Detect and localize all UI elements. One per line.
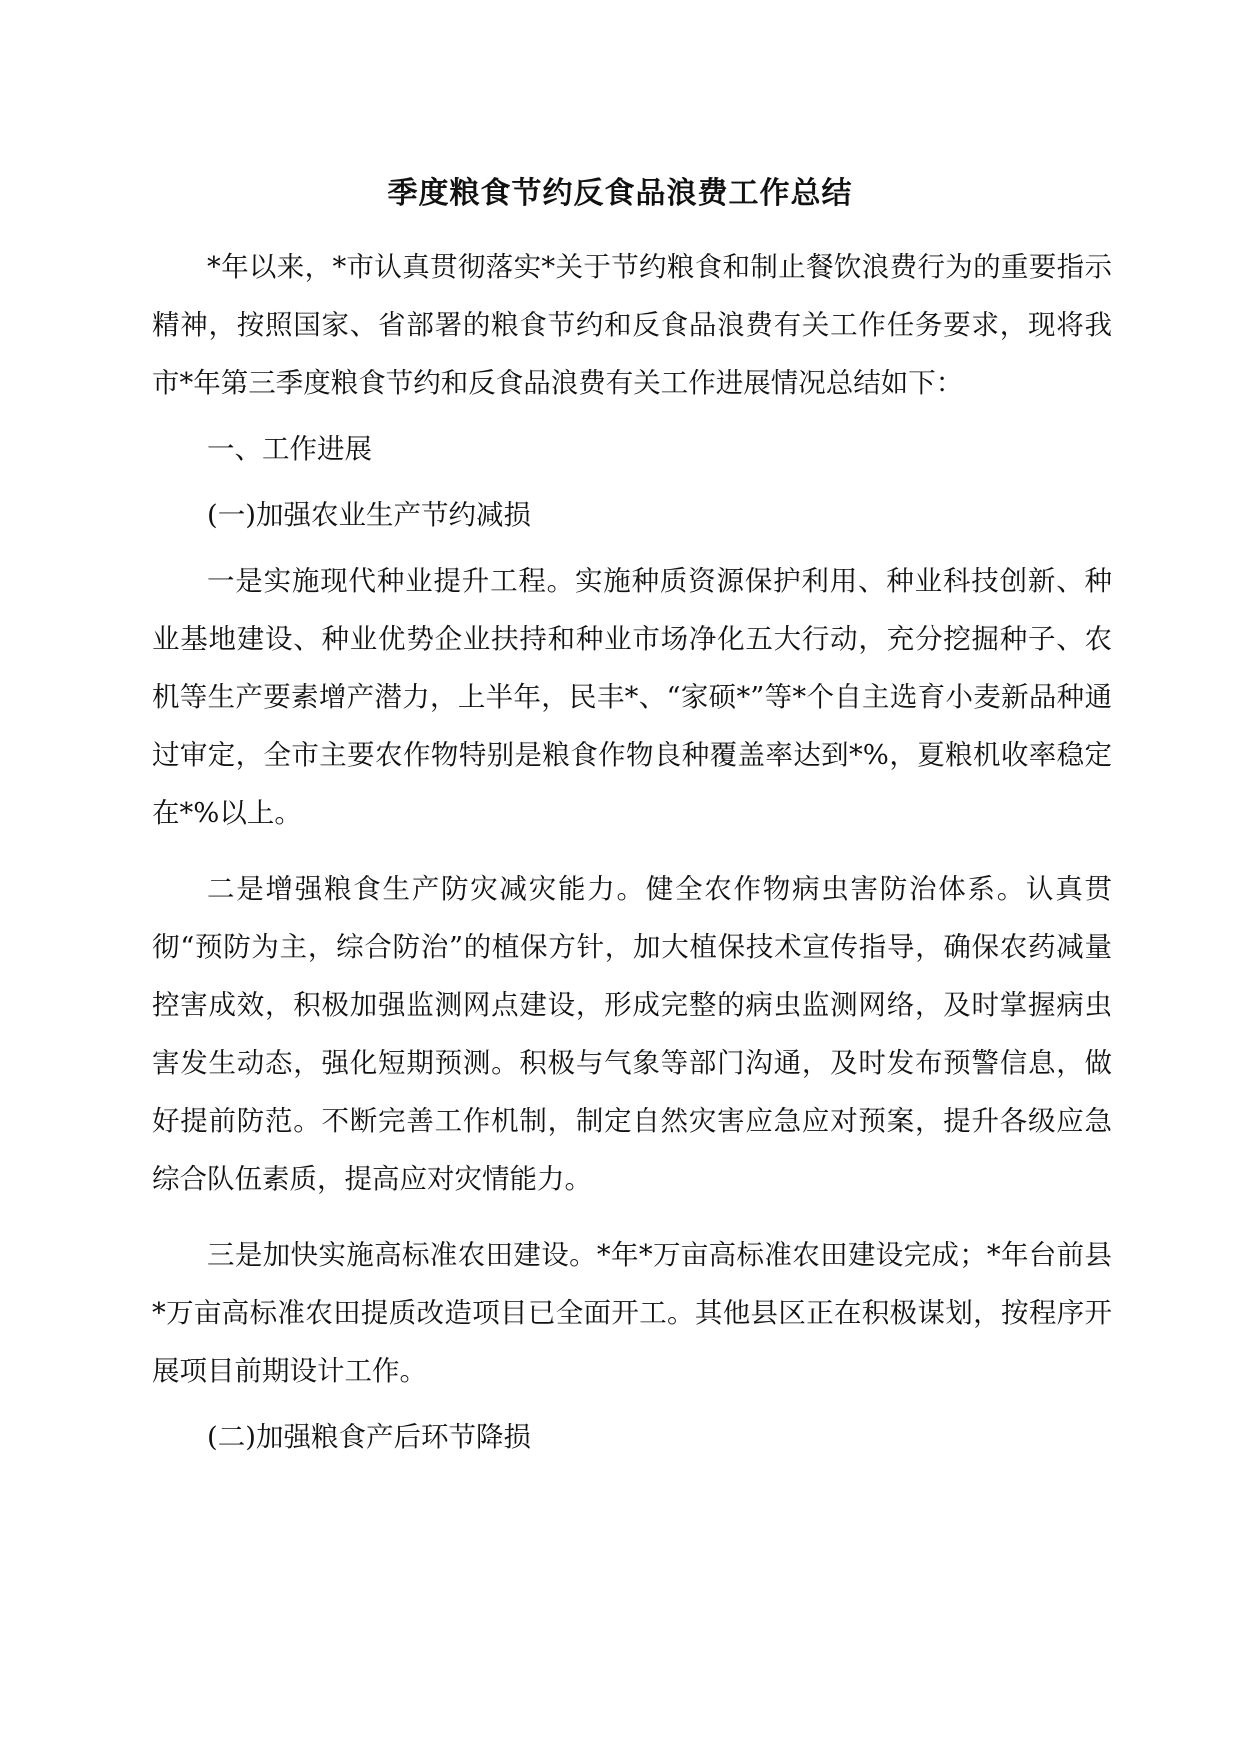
document-body bbox=[152, 238, 1112, 1466]
paragraph-seed-industry: 一是实施现代种业提升工程。实施种质资源保护利用、种业科技创新、种业基地建设、种业优势企业扶持和种业市场净化五大行动，充分挖掘种子、农机等生产要素增产潜力，上半年，民丰*、“家硕*”等*个自主选育小麦新品种通过审定，全市主要农作物特别是粮食作物良种覆盖率达到*%，夏粮机收率稳定在*%以上。 bbox=[152, 565, 1112, 829]
subsection-heading-1: (一)加强农业生产节约减损 bbox=[207, 499, 531, 531]
subsection-heading-2: (二)加强粮食产后环节降损 bbox=[207, 1421, 531, 1453]
document-title: 季度粮食节约反食品浪费工作总结 bbox=[387, 176, 853, 211]
paragraph-disaster-prevention: 二是增强粮食生产防灾减灾能力。健全农作物病虫害防治体系。认真贯彻“预防为主，综合防治”的植保方针，加大植保技术宣传指导，确保农药减量控害成效，积极加强监测网点建设，形成完整的病虫监测网络，及时掌握病虫害发生动态，强化短期预测。积极与气象等部门沟通，及时发布预警信息，做好提前防范。不断完善工作机制，制定自然灾害应急应对预案，提升各级应急综合队伍素质，提高应对灾情能力。 bbox=[152, 873, 1112, 1195]
paragraph-farmland: 三是加快实施高标准农田建设。*年*万亩高标准农田建设完成；*年台前县*万亩高标准农田提质改造项目已全面开工。其他县区正在积极谋划，按程序开展项目前期设计工作。 bbox=[152, 1239, 1112, 1387]
section-heading-1: 一、工作进展 bbox=[207, 433, 372, 465]
intro-paragraph: *年以来，*市认真贯彻落实*关于节约粮食和制止餐饮浪费行为的重要指示精神，按照国家、省部署的粮食节约和反食品浪费有关工作任务要求，现将我市*年第三季度粮食节约和反食品浪费有关工作进展情况总结如下： bbox=[152, 251, 1112, 399]
